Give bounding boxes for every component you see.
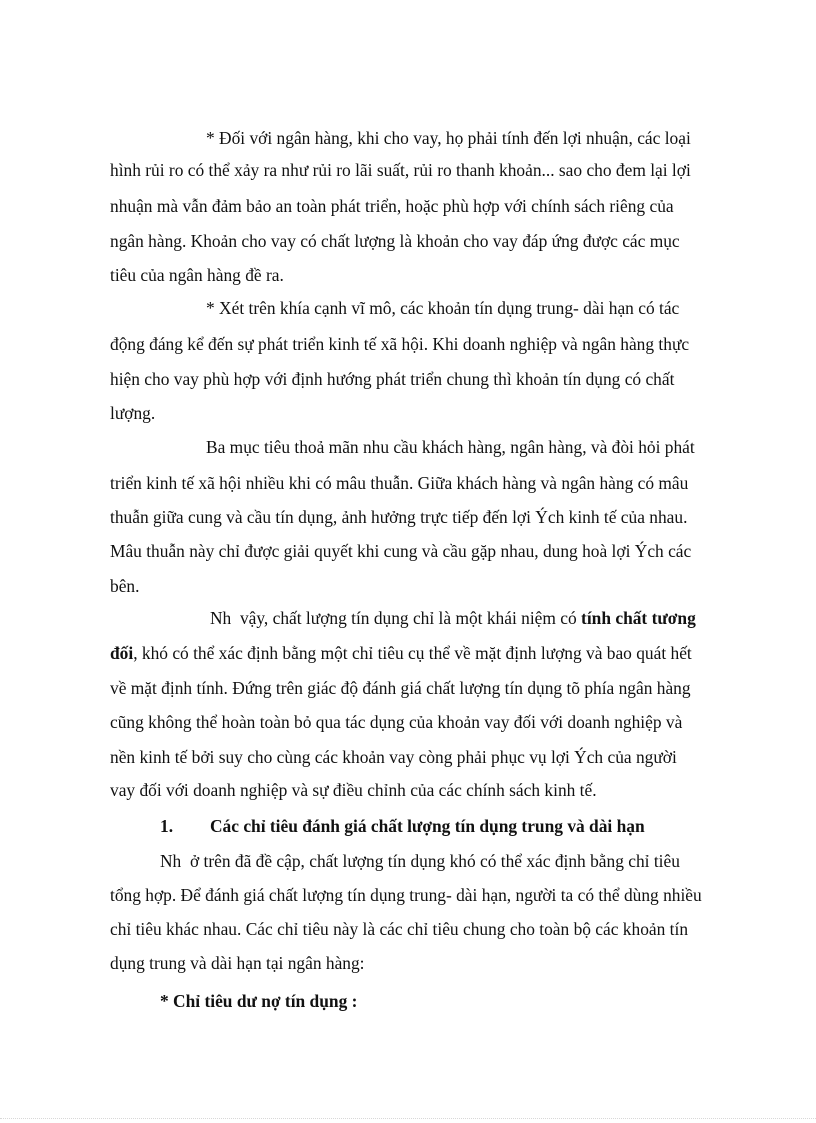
subheading: * Chỉ tiêu dư nợ tín dụng :: [160, 991, 358, 1011]
text-line: về mặt định tính. Đứng trên giác độ đánh giá chất lượng tín dụng tõ phía ngân hàng: [110, 678, 691, 698]
text-line: [210, 608, 696, 628]
text-line: nhuận mà vẫn đảm bảo an toàn phát triển, hoặc phù hợp với chính sách riêng của: [110, 196, 674, 216]
text-line: hình rủi ro có thể xảy ra như rủi ro lãi suất, rủi ro thanh khoản... sao cho đem lại lợi: [110, 160, 691, 180]
text-line: thuẫn giữa cung và cầu tín dụng, ảnh hưởng trực tiếp đến lợi Ých kinh tế của nhau.: [110, 507, 688, 527]
text-line: dụng trung và dài hạn tại ngân hàng:: [110, 953, 365, 973]
page-bottom-rule: [0, 1118, 816, 1119]
text-line: nền kinh tế bởi suy cho cùng các khoản vay còng phải phục vụ lợi Ých của người: [110, 747, 677, 767]
text-line: vay đối với doanh nghiệp và sự điều chỉnh của các chính sách kinh tế.: [110, 780, 597, 800]
text-run: Nh vậy, chất lượng tín dụng chỉ là một khái niệm có: [210, 608, 582, 628]
text-line: cũng không thể hoàn toàn bỏ qua tác dụng của khoản vay đối với doanh nghiệp và: [110, 712, 683, 732]
text-line: * Đối với ngân hàng, khi cho vay, họ phải tính đến lợi nhuận, các loại: [206, 128, 691, 148]
text-line: bên.: [110, 576, 140, 596]
text-run: , khó có thể xác định bằng một chỉ tiêu cụ thể về mặt định lượng và bao quát hết: [133, 643, 692, 663]
text-line: tiêu của ngân hàng đề ra.: [110, 265, 284, 285]
emphasis-text: đối: [110, 643, 134, 663]
text-line: hiện cho vay phù hợp với định hướng phát triển chung thì khoản tín dụng có chất: [110, 369, 675, 389]
text-line: [110, 643, 692, 663]
text-line: tổng hợp. Để đánh giá chất lượng tín dụng trung- dài hạn, người ta có thể dùng nhiều: [110, 885, 702, 905]
section-number: 1.: [160, 816, 174, 836]
text-line: lượng.: [110, 403, 156, 423]
text-line: ngân hàng. Khoản cho vay có chất lượng là khoản cho vay đáp ứng được các mục: [110, 231, 680, 251]
text-line: động đáng kể đến sự phát triển kinh tế xã hội. Khi doanh nghiệp và ngân hàng thực: [110, 334, 690, 354]
section-heading: Các chỉ tiêu đánh giá chất lượng tín dụng trung và dài hạn: [210, 816, 645, 836]
text-line: chỉ tiêu khác nhau. Các chỉ tiêu này là các chỉ tiêu chung cho toàn bộ các khoản tín: [110, 919, 689, 939]
text-line: Nh ở trên đã đề cập, chất lượng tín dụng khó có thể xác định bằng chỉ tiêu: [160, 851, 680, 871]
text-line: Mâu thuẫn này chỉ được giải quyết khi cung và cầu gặp nhau, dung hoà lợi Ých các: [110, 541, 692, 561]
emphasis-text: tính chất tương: [581, 608, 696, 628]
text-line: triển kinh tế xã hội nhiều khi có mâu thuẫn. Giữa khách hàng và ngân hàng có mâu: [110, 473, 689, 493]
text-line: Ba mục tiêu thoả mãn nhu cầu khách hàng, ngân hàng, và đòi hỏi phát: [206, 437, 695, 457]
text-line: * Xét trên khía cạnh vĩ mô, các khoản tín dụng trung- dài hạn có tác: [206, 298, 680, 318]
